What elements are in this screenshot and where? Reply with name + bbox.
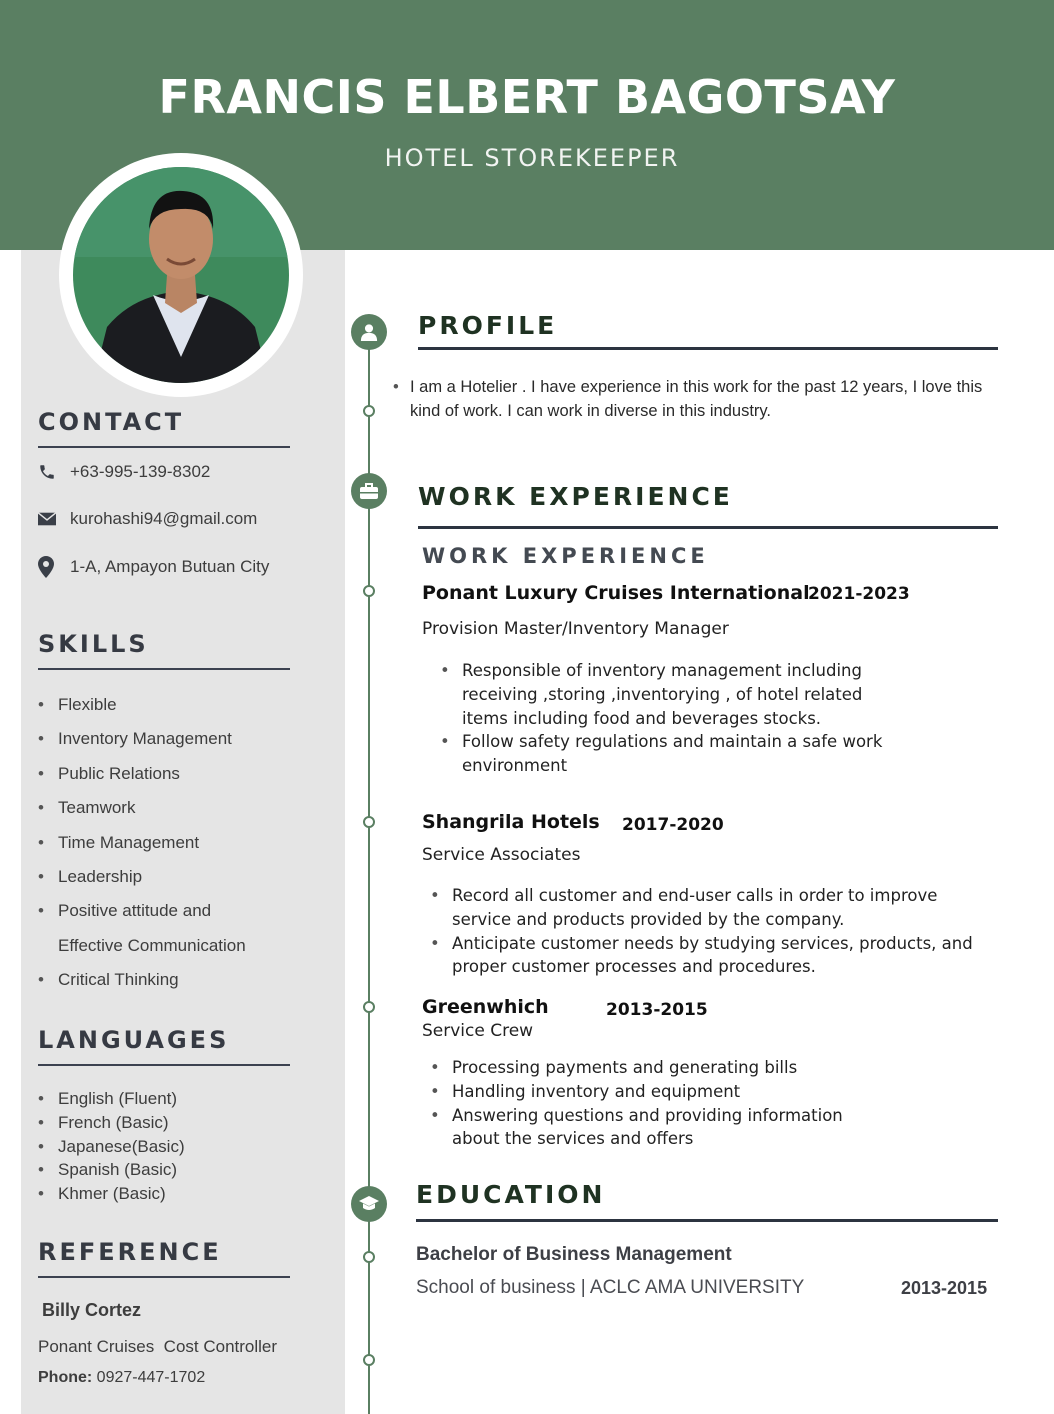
briefcase-icon: [351, 473, 387, 509]
job-role: Service Associates: [422, 845, 581, 865]
duty-item: • Record all customer and end-user calls in order to improve service and products provided by the company.: [430, 884, 990, 932]
skills-list: [38, 688, 328, 998]
job-years: 2013-2015: [606, 1000, 708, 1020]
profile-divider: [418, 347, 998, 350]
education-heading: EDUCATION: [416, 1180, 606, 1209]
reference-phone-number: 0927-447-1702: [96, 1369, 206, 1386]
job-title: HOTEL STOREKEEPER: [384, 144, 680, 172]
language-item: • Spanish (Basic): [38, 1158, 328, 1182]
timeline-dot: [363, 405, 375, 417]
profile-summary: [393, 376, 983, 423]
skill-item: • Critical Thinking: [38, 963, 328, 997]
job-years: 2017-2020: [622, 815, 724, 835]
skill-item: • Teamwork: [38, 791, 328, 825]
duty-item: • Responsible of inventory management including receiving ,storing ,inventorying , of hotel related items including food and beverages stocks.: [440, 659, 900, 730]
reference-divider: [38, 1276, 290, 1278]
skills-divider: [38, 668, 290, 670]
phone-icon: [38, 463, 70, 481]
languages-heading: LANGUAGES: [38, 1026, 230, 1054]
job-role: Provision Master/Inventory Manager: [422, 619, 729, 639]
contact-phone: [38, 459, 210, 485]
skill-item: • Flexible: [38, 688, 328, 722]
duty-item: • Processing payments and generating bills: [430, 1056, 890, 1080]
reference-heading: REFERENCE: [38, 1238, 222, 1266]
skill-item: • Leadership: [38, 860, 328, 894]
education-school: School of business | ACLC AMA UNIVERSITY: [416, 1277, 805, 1298]
user-icon: [351, 314, 387, 350]
duty-item: • Anticipate customer needs by studying services, products, and proper customer processes and procedures.: [430, 932, 990, 980]
duty-item: • Handling inventory and equipment: [430, 1080, 890, 1104]
job-duties: [430, 884, 990, 979]
profile-text: • I am a Hotelier . I have experience in this work for the past 12 years, I love this kind of work. I can work in diverse in this industry.: [393, 376, 983, 423]
education-years: 2013-2015: [901, 1278, 988, 1298]
work-divider: [418, 526, 998, 529]
contact-divider: [38, 446, 290, 448]
education-divider: [416, 1219, 998, 1222]
candidate-name: FRANCIS ELBERT BAGOTSAY: [158, 70, 896, 124]
profile-photo: [73, 167, 289, 383]
job-role: Service Crew: [422, 1021, 534, 1041]
profile-heading: PROFILE: [418, 311, 558, 340]
reference-phone: [38, 1369, 205, 1387]
contact-heading: CONTACT: [38, 408, 185, 436]
reference-role: Ponant Cruises Cost Controller: [38, 1337, 278, 1356]
job-duties: [430, 1056, 890, 1151]
job-years: 2021-2023: [808, 584, 910, 604]
mail-icon: [38, 512, 70, 526]
email-text: kurohashi94@gmail.com: [70, 509, 258, 528]
languages-list: [38, 1087, 328, 1206]
timeline-dot: [363, 1354, 375, 1366]
contact-email: [38, 506, 257, 532]
job-company: Greenwhich: [422, 996, 549, 1018]
job-duties: [440, 659, 900, 778]
work-heading: WORK EXPERIENCE: [418, 482, 733, 511]
languages-divider: [38, 1064, 290, 1066]
skills-heading: SKILLS: [38, 630, 149, 658]
job-company: Ponant Luxury Cruises International: [422, 582, 810, 604]
work-subheading: WORK EXPERIENCE: [422, 544, 709, 568]
graduation-cap-icon: [351, 1186, 387, 1222]
skill-item: • Inventory Management: [38, 722, 328, 756]
phone-text: +63-995-139-8302: [70, 462, 211, 481]
skill-item: • Positive attitude and: [38, 894, 328, 928]
skill-item: • Time Management: [38, 826, 328, 860]
education-degree: Bachelor of Business Management: [416, 1244, 732, 1265]
timeline-dot: [363, 1001, 375, 1013]
contact-address: [38, 554, 269, 580]
timeline-dot: [363, 1251, 375, 1263]
timeline-dot: [363, 816, 375, 828]
location-pin-icon: [38, 556, 70, 578]
language-item: • Japanese(Basic): [38, 1135, 328, 1159]
duty-item: • Follow safety regulations and maintain a safe work environment: [440, 730, 900, 778]
language-item: • Khmer (Basic): [38, 1182, 328, 1206]
timeline-dot: [363, 585, 375, 597]
job-company: Shangrila Hotels: [422, 811, 600, 833]
address-text: 1-A, Ampayon Butuan City: [70, 557, 270, 576]
skill-item-continued: Effective Communication: [58, 935, 246, 955]
language-item: • French (Basic): [38, 1111, 328, 1135]
duty-item: • Answering questions and providing information about the services and offers: [430, 1104, 890, 1152]
language-item: • English (Fluent): [38, 1087, 328, 1111]
reference-phone-label: Phone:: [38, 1369, 93, 1386]
reference-name: Billy Cortez: [42, 1300, 142, 1320]
skill-item: • Public Relations: [38, 757, 328, 791]
